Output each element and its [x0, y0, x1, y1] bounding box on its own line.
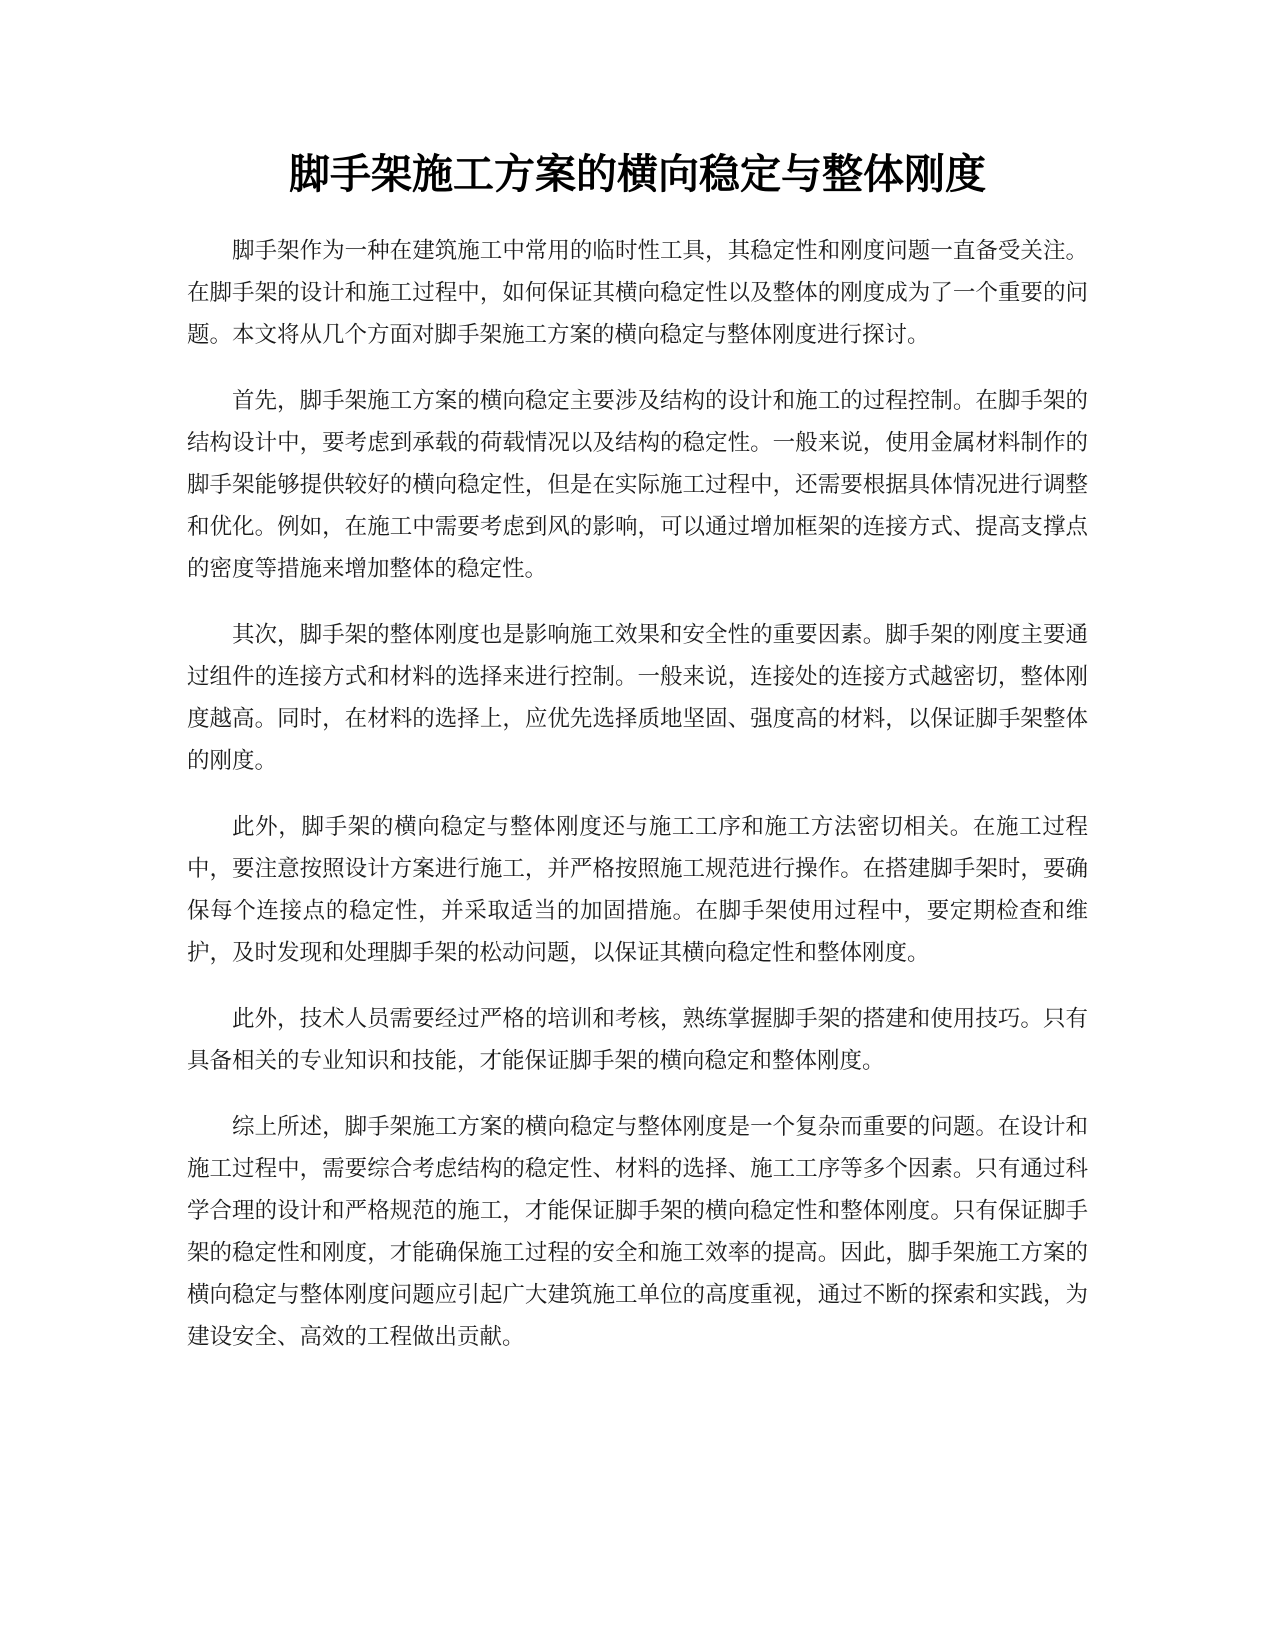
document-body: [187, 230, 1088, 1382]
paragraph-construction-process: 此外，脚手架的横向稳定与整体刚度还与施工工序和施工方法密切相关。在施工过程中，要注意按照设计方案进行施工，并严格按照施工规范进行操作。在搭建脚手架时，要确保每个连接点的稳定性，并采取适当的加固措施。在脚手架使用过程中，要定期检查和维护，及时发现和处理脚手架的松动问题，以保证其横向稳定性和整体刚度。: [187, 814, 1088, 966]
paragraph-intro: 脚手架作为一种在建筑施工中常用的临时性工具，其稳定性和刚度问题一直备受关注。在脚手架的设计和施工过程中，如何保证其横向稳定性以及整体的刚度成为了一个重要的问题。本文将从几个方面对脚手架施工方案的横向稳定与整体刚度进行探讨。: [187, 238, 1088, 348]
paragraph-lateral-stability: 首先，脚手架施工方案的横向稳定主要涉及结构的设计和施工的过程控制。在脚手架的结构设计中，要考虑到承载的荷载情况以及结构的稳定性。一般来说，使用金属材料制作的脚手架能够提供较好的横向稳定性，但是在实际施工过程中，还需要根据具体情况进行调整和优化。例如，在施工中需要考虑到风的影响，可以通过增加框架的连接方式、提高支撑点的密度等措施来增加整体的稳定性。: [187, 388, 1088, 582]
paragraph-training: 此外，技术人员需要经过严格的培训和考核，熟练掌握脚手架的搭建和使用技巧。只有具备相关的专业知识和技能，才能保证脚手架的横向稳定和整体刚度。: [187, 1006, 1088, 1074]
paragraph-conclusion: 综上所述，脚手架施工方案的横向稳定与整体刚度是一个复杂而重要的问题。在设计和施工过程中，需要综合考虑结构的稳定性、材料的选择、施工工序等多个因素。只有通过科学合理的设计和严格规范的施工，才能保证脚手架的横向稳定性和整体刚度。只有保证脚手架的稳定性和刚度，才能确保施工过程的安全和施工效率的提高。因此，脚手架施工方案的横向稳定与整体刚度问题应引起广大建筑施工单位的高度重视，通过不断的探索和实践，为建设安全、高效的工程做出贡献。: [187, 1114, 1088, 1350]
document-title: 脚手架施工方案的横向稳定与整体刚度: [289, 150, 986, 198]
paragraph-overall-stiffness: 其次，脚手架的整体刚度也是影响施工效果和安全性的重要因素。脚手架的刚度主要通过组件的连接方式和材料的选择来进行控制。一般来说，连接处的连接方式越密切，整体刚度越高。同时，在材料的选择上，应优先选择质地坚固、强度高的材料，以保证脚手架整体的刚度。: [187, 622, 1088, 774]
